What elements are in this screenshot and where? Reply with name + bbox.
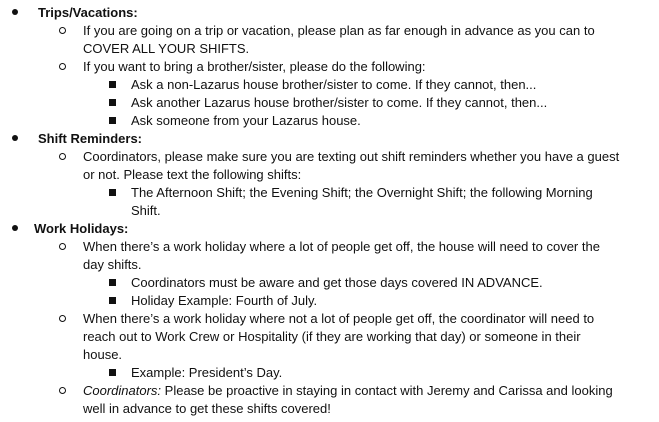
hollow-bullet-icon	[59, 387, 66, 394]
list-item-continuation	[0, 330, 659, 348]
sub-list-item	[0, 78, 659, 96]
item-text	[83, 384, 613, 398]
item-text: When there’s a work holiday where not a lot of people get off, the coordinator will need to	[83, 311, 595, 326]
square-bullet-icon	[109, 189, 116, 196]
item-text: day shifts.	[83, 257, 142, 272]
sub-list-item	[0, 294, 659, 312]
item-text: If you want to bring a brother/sister, please do the following:	[83, 59, 426, 74]
sub-item-text: Ask a non-Lazarus house brother/sister to come. If they cannot, then...	[131, 77, 537, 92]
section-work-holidays	[0, 222, 659, 240]
item-text: or not. Please text the following shifts:	[83, 167, 302, 182]
list-item	[0, 384, 659, 402]
list-item-continuation	[0, 258, 659, 276]
sub-list-item	[0, 186, 659, 204]
list-item	[0, 60, 659, 78]
list-item	[0, 240, 659, 258]
section-heading: Shift Reminders:	[38, 131, 143, 146]
item-text: house.	[83, 347, 123, 362]
square-bullet-icon	[109, 297, 116, 304]
square-bullet-icon	[109, 81, 116, 88]
italic-lead: Coordinators:	[83, 383, 162, 398]
sub-list-item	[0, 366, 659, 384]
item-text: When there’s a work holiday where a lot of people get off, the house will need to cover the	[83, 239, 600, 254]
list-item-continuation	[0, 168, 659, 186]
sub-item-text: Shift.	[131, 203, 161, 218]
item-text: well in advance to get these shifts covered!	[83, 401, 331, 416]
item-text: reach out to Work Crew or Hospitality (if they are working that day) or someone in their	[83, 329, 581, 344]
hollow-bullet-icon	[59, 315, 66, 322]
square-bullet-icon	[109, 117, 116, 124]
section-heading: Trips/Vacations:	[38, 5, 138, 20]
square-bullet-icon	[109, 99, 116, 106]
square-bullet-icon	[109, 369, 116, 376]
list-item-continuation	[0, 348, 659, 366]
hollow-bullet-icon	[59, 153, 66, 160]
item-text: COVER ALL YOUR SHIFTS.	[83, 41, 250, 56]
hollow-bullet-icon	[59, 243, 66, 250]
item-text: If you are going on a trip or vacation, please plan as far enough in advance as you can to	[83, 23, 595, 38]
sub-list-item	[0, 276, 659, 294]
section-trips-vacations	[0, 6, 659, 24]
sub-item-text: Ask someone from your Lazarus house.	[131, 113, 361, 128]
square-bullet-icon	[109, 279, 116, 286]
list-item	[0, 150, 659, 168]
list-item	[0, 24, 659, 42]
hollow-bullet-icon	[59, 63, 66, 70]
list-item	[0, 312, 659, 330]
item-text-rest: Please be proactive in staying in contact with Jeremy and Carissa and looking	[161, 383, 613, 398]
sub-list-item	[0, 114, 659, 132]
sub-list-item-continuation	[0, 204, 659, 222]
filled-bullet-icon	[12, 225, 18, 231]
item-text: Coordinators, please make sure you are texting out shift reminders whether you have a guest	[83, 149, 620, 164]
sub-item-text: Holiday Example: Fourth of July.	[131, 293, 318, 308]
sub-item-text: Ask another Lazarus house brother/sister to come. If they cannot, then...	[131, 95, 548, 110]
filled-bullet-icon	[12, 9, 18, 15]
filled-bullet-icon	[12, 135, 18, 141]
sub-item-text: The Afternoon Shift; the Evening Shift; the Overnight Shift; the following Morning	[131, 185, 593, 200]
sub-item-text: Coordinators must be aware and get those days covered IN ADVANCE.	[131, 275, 543, 290]
section-shift-reminders	[0, 132, 659, 150]
sub-item-text: Example: President’s Day.	[131, 365, 283, 380]
list-item-continuation	[0, 42, 659, 60]
list-item-continuation	[0, 402, 659, 420]
section-heading: Work Holidays:	[34, 221, 129, 236]
sub-list-item	[0, 96, 659, 114]
hollow-bullet-icon	[59, 27, 66, 34]
